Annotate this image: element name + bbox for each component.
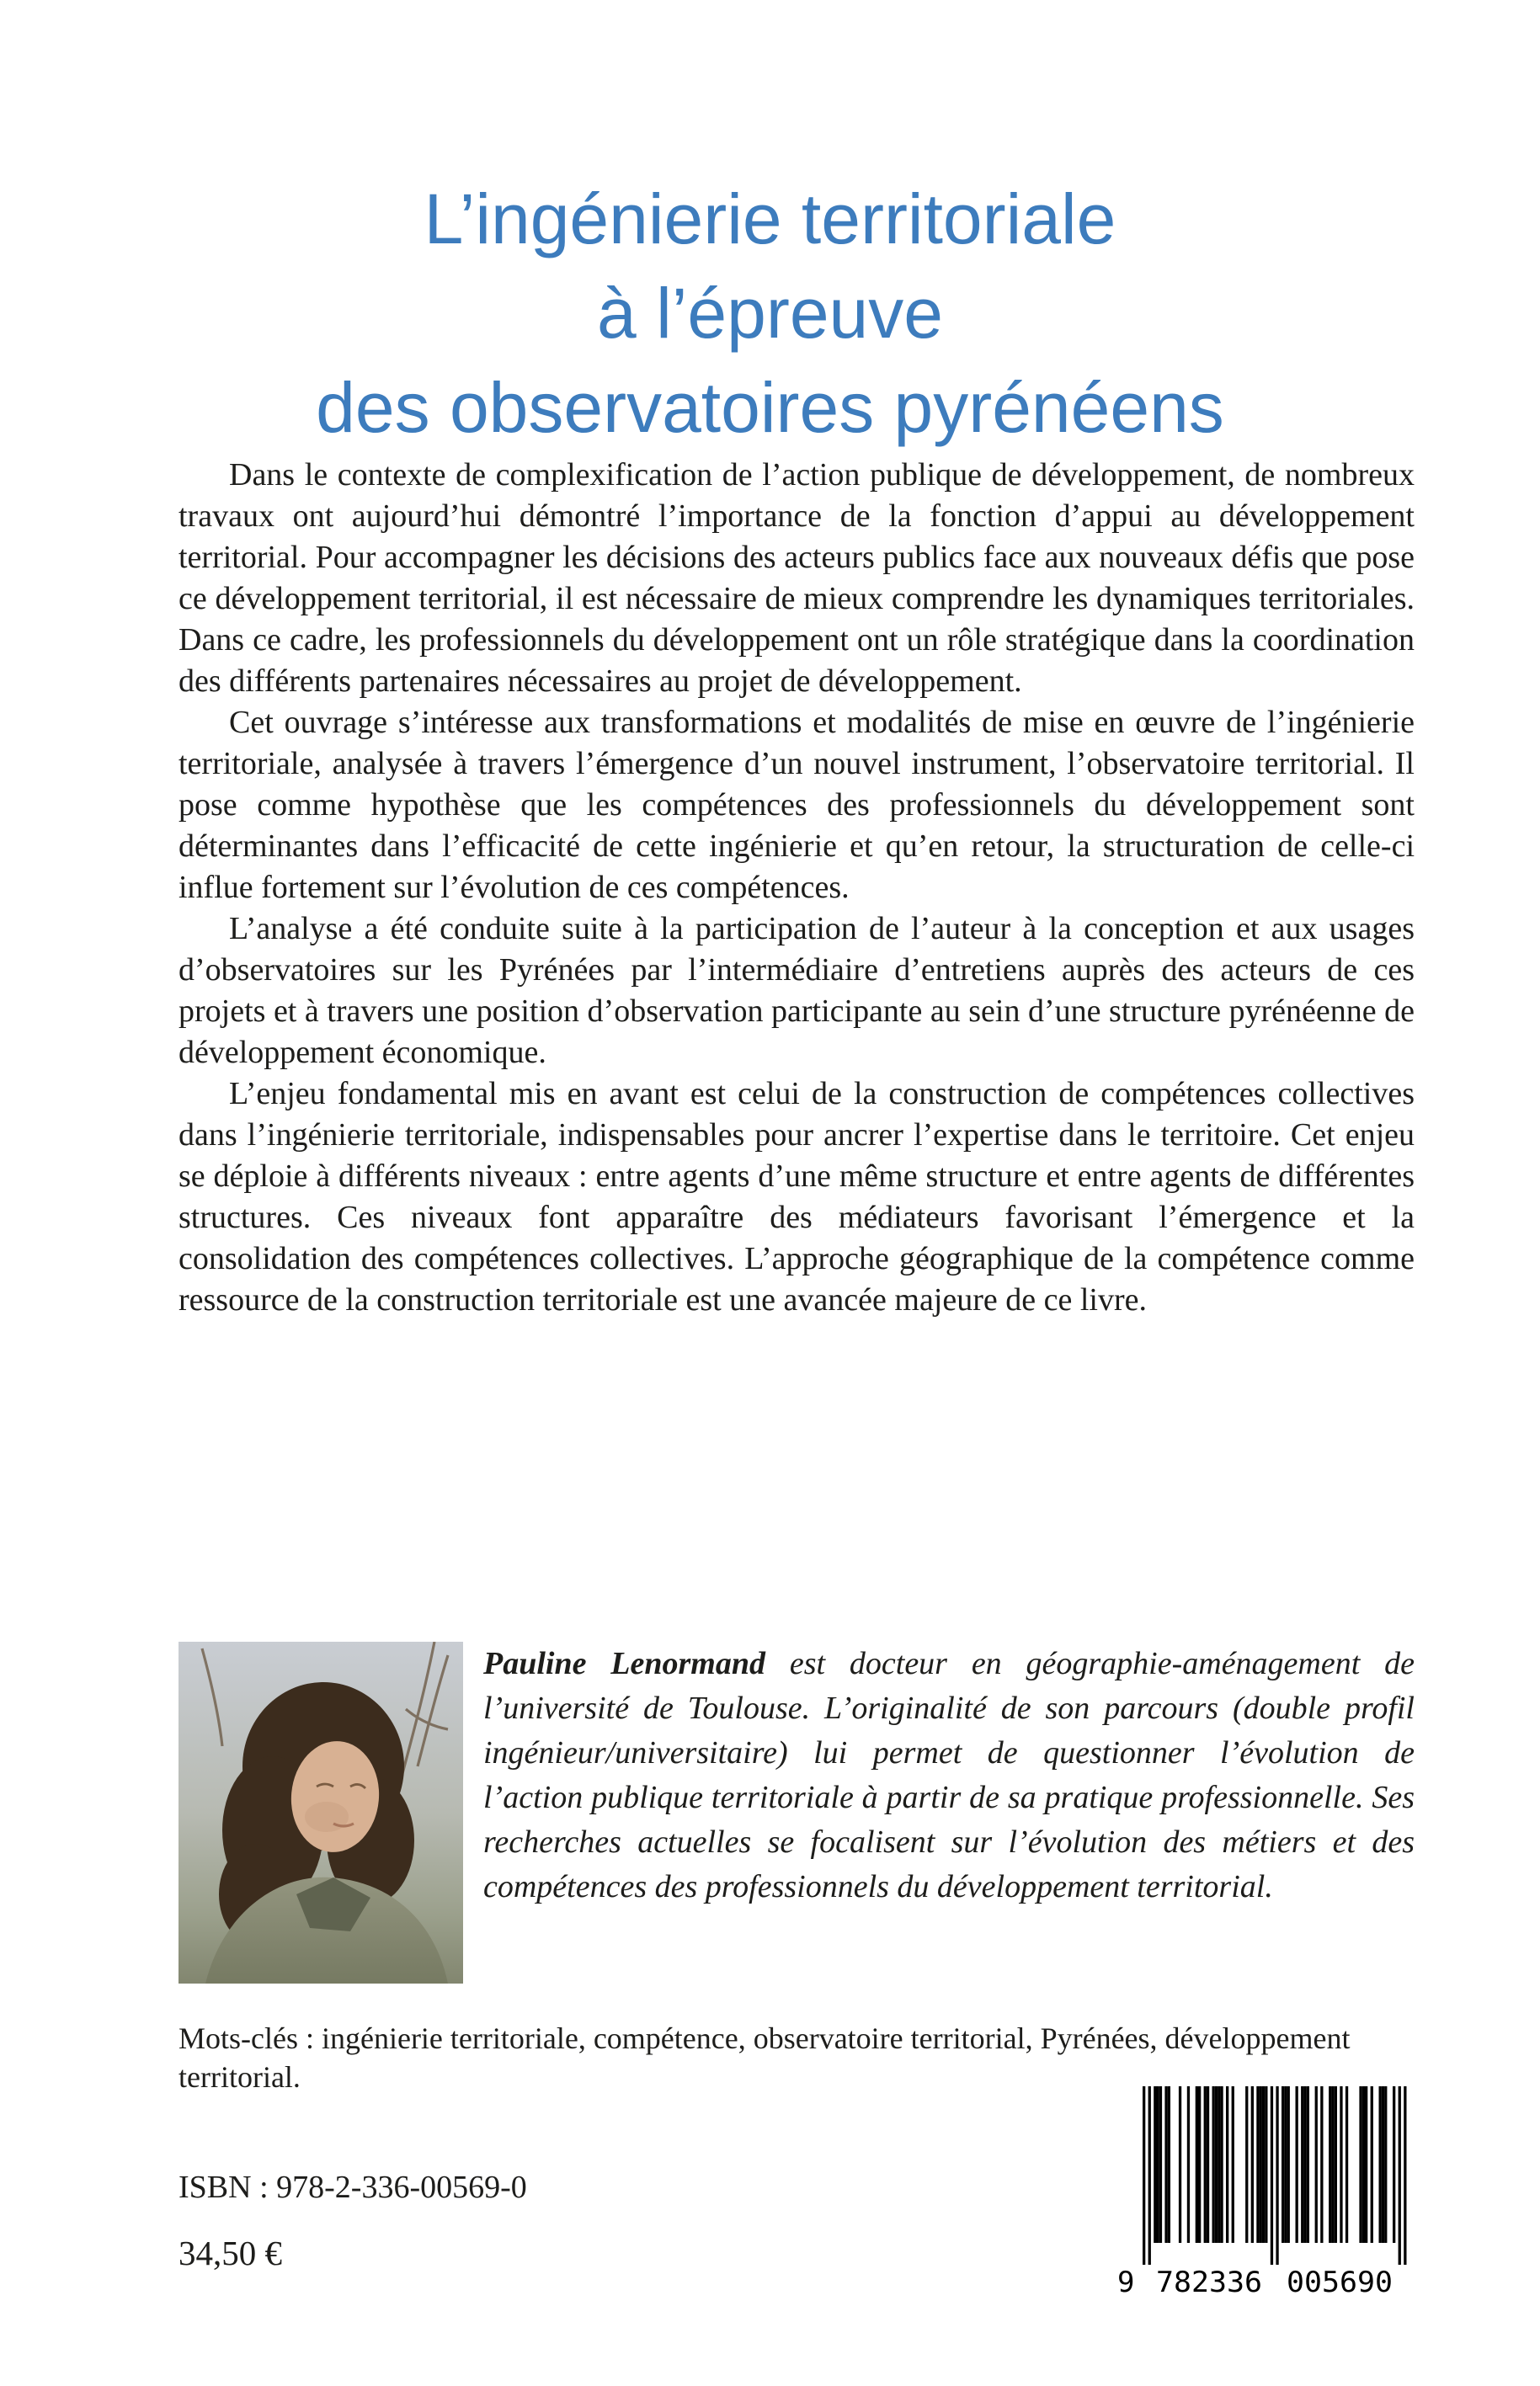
author-bio-text: est docteur en géographie-aménagement de l’université de Toulouse. L’originalité de son parcours (double profil ingénieur/universitaire) lui permet de questionner l’évolution de l’action publique territoriale à partir de sa pratique professionnelle. Ses recherches actuelles se focalisent sur l’évolution des métiers et des compétences des professionnels du développement territorial. xyxy=(483,1646,1415,1904)
svg-text:005690: 005690 xyxy=(1287,2266,1393,2297)
book-title xyxy=(0,172,1540,455)
book-title-line-3: des observatoires pyrénéens xyxy=(316,368,1224,448)
synopsis-paragraph-4: L’enjeu fondamental mis en avant est celui de la construction de compétences collectives dans l’ingénierie territoriale, indispensables pour ancrer l’expertise dans le territoire. Cet enjeu se déploie à différents niveaux : entre agents d’une même structure et entre agents de différentes structures. Ces niveaux font apparaître des médiateurs favorisant l’émergence et la consolidation des compétences collectives. L’approche géographique de la compétence comme ressource de la construction territoriale est une avancée majeure de ce livre. xyxy=(179,1076,1415,1318)
svg-text:782336: 782336 xyxy=(1156,2266,1262,2297)
isbn-text: ISBN : 978-2-336-00569-0 xyxy=(179,2170,527,2205)
barcode-ean13 xyxy=(1114,2086,1437,2297)
synopsis-paragraph-2: Cet ouvrage s’intéresse aux transformations et modalités de mise en œuvre de l’ingénierie territoriale, analysée à travers l’émergence d’un nouvel instrument, l’observatoire territorial. Il pose comme hypothèse que les compétences des professionnels du développement sont déterminantes dans l’efficacité de cette ingénierie et qu’en retour, la structuration de celle-ci influe fortement sur l’évolution de ces compétences. xyxy=(179,705,1415,905)
synopsis-paragraph-3: L’analyse a été conduite suite à la participation de l’auteur à la conception et aux usages d’observatoires sur les Pyrénées par l’intermédiaire d’entretiens auprès des acteurs de ces projets et à travers une position d’observation participante au sein d’une structure pyrénéenne de développement économique. xyxy=(179,911,1415,1070)
synopsis xyxy=(179,455,1415,1321)
synopsis-paragraph-1: Dans le contexte de complexification de l’action publique de développement, de nombreux travaux ont aujourd’hui démontré l’importance de la fonction d’appui au développement territorial. Pour accompagner les décisions des acteurs publics face aux nouveaux défis que pose ce développement territorial, il est nécessaire de mieux comprendre les dynamiques territoriales. Dans ce cadre, les professionnels du développement ont un rôle stratégique dans la coordination des différents partenaires nécessaires au projet de développement. xyxy=(179,457,1415,699)
author-section xyxy=(179,1642,1415,1984)
barcode xyxy=(1114,2086,1437,2301)
author-photo xyxy=(179,1642,463,1984)
book-title-line-1: L’ingénierie territoriale xyxy=(424,179,1116,259)
author-name: Pauline Lenormand xyxy=(483,1646,765,1681)
svg-text:9: 9 xyxy=(1117,2266,1135,2297)
author-bio xyxy=(483,1642,1415,1909)
price-text: 34,50 € xyxy=(179,2234,282,2272)
book-title-line-2: à l’épreuve xyxy=(597,274,943,354)
keywords-line: Mots-clés : ingénierie territoriale, compétence, observatoire territorial, Pyrénées, développement territorial. xyxy=(179,2021,1351,2094)
author-photo-illustration xyxy=(179,1642,463,1984)
